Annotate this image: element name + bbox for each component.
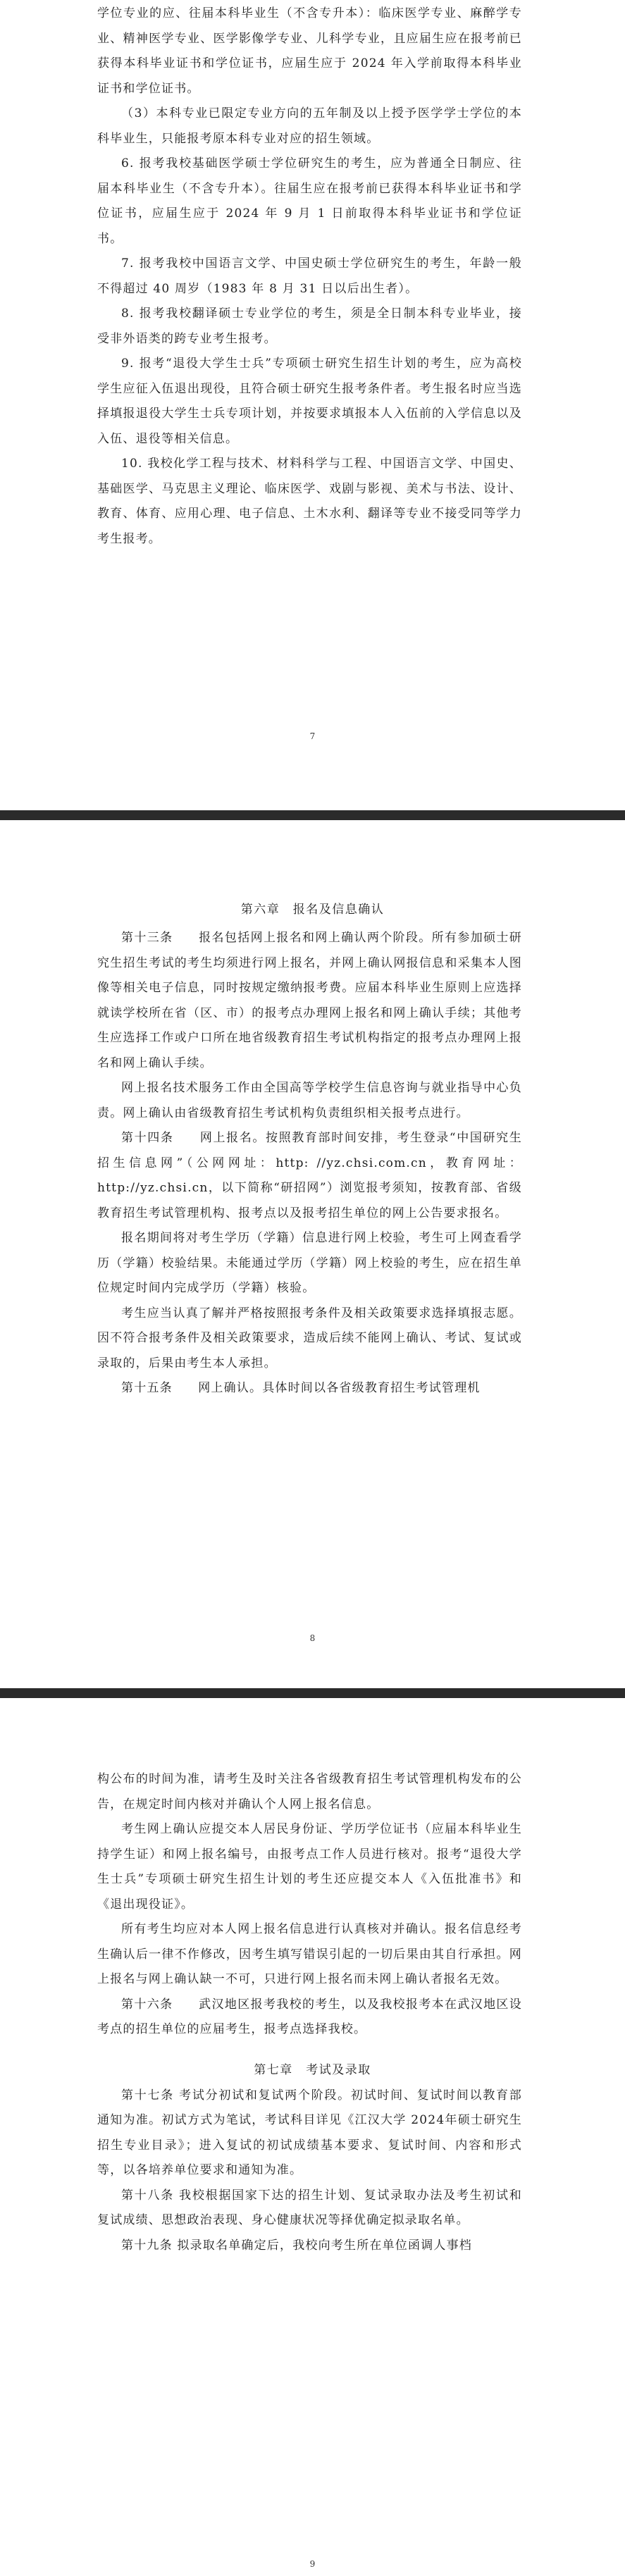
- paragraph: 第十四条 网上报名。按照教育部时间安排，考生登录“中国研究生招生信息网”（公网网址：http: //yz.chsi.com.cn，教育网址：http://yz.chsi.cn，以下简称“研招网”）浏览报考须知，按教育部、省级教育招生考试管理机构、报考点以及报考招生单位的网上公告要求报名。: [97, 1131, 522, 1220]
- paragraph: 第十三条 报名包括网上报名和网上确认两个阶段。所有参加硕士研究生招生考试的考生均须进行网上报名，并网上确认网报信息和采集本人图像等相关电子信息，同时按规定缴纳报考费。应届本科毕业生原则上应选择就读学校所在省（区、市）的报考点办理网上报名和网上确认手续；其他考生应选择工作或户口所在地省级教育招生考试机构指定的报考点办理网上报名和网上确认手续。: [97, 931, 522, 1070]
- paragraph: 第十六条 武汉地区报考我校的考生，以及我校报考本在武汉地区设考点的招生单位的应届考生，报考点选择我校。: [97, 1997, 522, 2036]
- paragraph: 学位专业的应、往届本科毕业生（不含专升本）：临床医学专业、麻醉学专业、精神医学专业、医学影像学专业、儿科学专业，且应届生应在报考前已获得本科毕业证书和学位证书，应届生应于 2024 年入学前取得本科毕业证书和学位证书。: [97, 6, 522, 96]
- paragraph: 9. 报考“退役大学生士兵”专项硕士研究生招生计划的考生，应为高校学生应征入伍退出现役，且符合硕士研究生报考条件者。考生报名时应当选择填报退役大学生士兵专项计划，并按要求填报本人入伍前的入学信息以及入伍、退役等相关信息。: [97, 357, 522, 446]
- chapter-heading: 第六章 报名及信息确认: [240, 903, 385, 917]
- document-page-9: [0, 1698, 625, 2576]
- page-number: 9: [309, 2559, 316, 2569]
- page-separator: [0, 1688, 625, 1698]
- document-page-7: [0, 0, 625, 810]
- page-number: 8: [309, 1633, 316, 1643]
- paragraph: 6. 报考我校基础医学硕士学位研究生的考生，应为普通全日制应、往届本科毕业生（不含专升本）。往届生应在报考前已获得本科毕业证书和学位证书，应届生应于 2024 年 9 月 1 日前取得本科毕业证书和学位证书。: [97, 156, 522, 246]
- paragraph: 第十七条 考试分初试和复试两个阶段。初试时间、复试时间以教育部通知为准。初试方式为笔试，考试科目详见《江汉大学 2024年硕士研究生招生专业目录》；进入复试的初试成绩基本要求、复试时间、内容和形式等，以各培养单位要求和通知为准。: [97, 2088, 522, 2177]
- paragraph: 第十九条 拟录取名单确定后，我校向考生所在单位函调人事档: [121, 2238, 473, 2253]
- paragraph: 构公布的时间为准，请考生及时关注各省级教育招生考试管理机构发布的公告，在规定时间内核对并确认个人网上报名信息。: [97, 1772, 522, 1812]
- paragraph: 考生网上确认应提交本人居民身份证、学历学位证书（应届本科毕业生持学生证）和网上报名编号，由报考点工作人员进行核对。报考“退役大学生士兵”专项硕士研究生招生计划的考生还应提交本人《入伍批准书》和《退出现役证》。: [97, 1822, 522, 1912]
- paragraph: 所有考生均应对本人网上报名信息进行认真核对并确认。报名信息经考生确认后一律不作修改，因考生填写错误引起的一切后果由其自行承担。网上报名与网上确认缺一不可，只进行网上报名而未网上确认者报名无效。: [97, 1922, 522, 1986]
- paragraph: 8. 报考我校翻译硕士专业学位的考生，须是全日制本科专业毕业，接受非外语类的跨专业考生报考。: [97, 306, 522, 346]
- document-page-8: [0, 820, 625, 1688]
- page-number: 7: [309, 731, 316, 741]
- paragraph: 网上报名技术服务工作由全国高等学校学生信息咨询与就业指导中心负责。网上确认由省级教育招生考试机构负责组织相关报考点进行。: [97, 1081, 522, 1120]
- page-separator: [0, 810, 625, 820]
- paragraph: 7. 报考我校中国语言文学、中国史硕士学位研究生的考生，年龄一般不得超过 40 周岁（1983 年 8 月 31 日以后出生者）。: [97, 256, 522, 296]
- paragraph: 考生应当认真了解并严格按照报考条件及相关政策要求选择填报志愿。因不符合报考条件及相关政策要求，造成后续不能网上确认、考试、复试或录取的，后果由考生本人承担。: [97, 1306, 522, 1370]
- paragraph: 10. 我校化学工程与技术、材料科学与工程、中国语言文学、中国史、基础医学、马克思主义理论、临床医学、戏剧与影视、美术与书法、设计、教育、体育、应用心理、电子信息、土木水利、翻译等专业不接受同等学力考生报考。: [97, 457, 522, 546]
- paragraph: 第十五条 网上确认。具体时间以各省级教育招生考试管理机: [121, 1381, 481, 1395]
- chapter-heading: 第七章 考试及录取: [254, 2062, 371, 2077]
- paragraph: 第十八条 我校根据国家下达的招生计划、复试录取办法及考生初试和复试成绩、思想政治表现、身心健康状况等择优确定拟录取名单。: [97, 2188, 522, 2227]
- paragraph: （3）本科专业已限定专业方向的五年制及以上授予医学学士学位的本科毕业生，只能报考原本科专业对应的招生领域。: [97, 106, 522, 146]
- paragraph: 报名期间将对考生学历（学籍）信息进行网上校验，考生可上网查看学历（学籍）校验结果。未能通过学历（学籍）网上校验的考生，应在招生单位规定时间内完成学历（学籍）核验。: [97, 1231, 522, 1295]
